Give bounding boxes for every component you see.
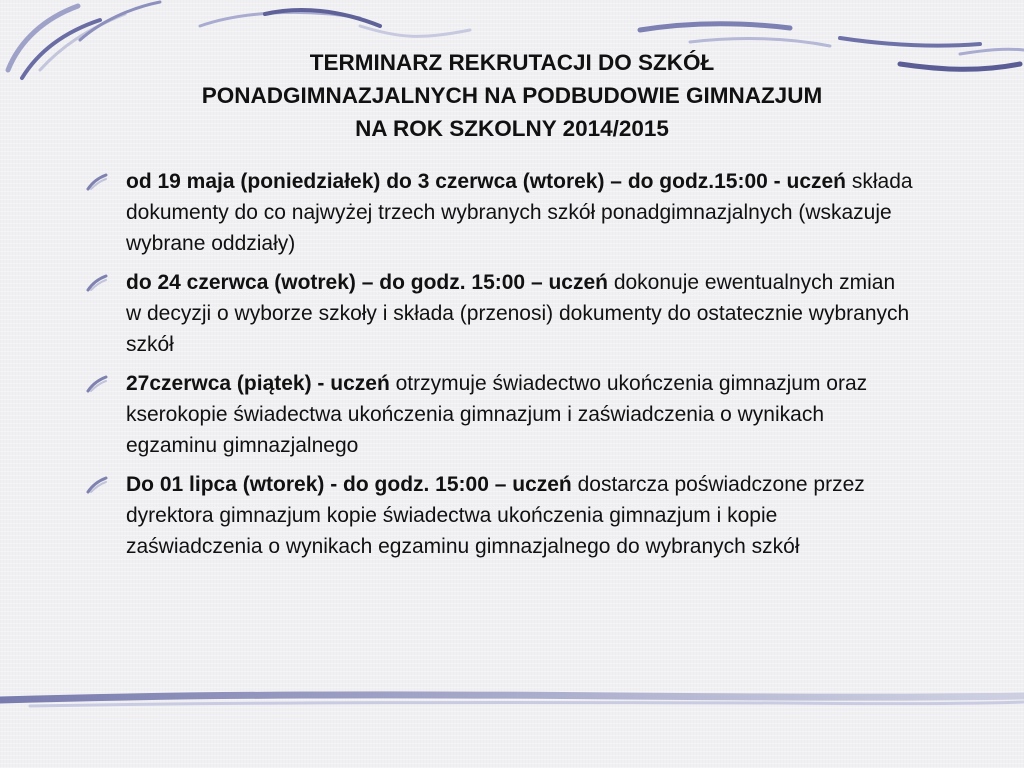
- slide-title: [90, 46, 934, 145]
- brush-stroke-icon: [86, 173, 108, 191]
- brush-stroke-icon: [86, 476, 108, 494]
- bullet-item: [86, 166, 916, 259]
- bullet-bold-text: 27czerwca (piątek) - uczeń: [126, 372, 390, 395]
- bullet-bold-text: od 19 maja (poniedziałek) do 3 czerwca (wtorek) – do godz.15:00 - uczeń: [126, 170, 847, 193]
- bullet-text: dokonuje ewentualnych zmian w decyzji o wyborze szkoły i składa (przenosi) dokumenty do ostatecznie wybranych szkół: [126, 271, 910, 356]
- bullet-list: [86, 166, 916, 570]
- bullet-text: dostarcza poświadczone przez dyrektora gimnazjum kopie świadectwa ukończenia gimnazjum i kopie zaświadczenia o wynikach egzaminu gimnazjalnego do wybranych szkół: [126, 473, 865, 558]
- title-line: PONADGIMNAZJALNYCH NA PODBUDOWIE GIMNAZJUM: [201, 83, 823, 108]
- brush-stroke-icon: [86, 375, 108, 393]
- bullet-bold-text: Do 01 lipca (wtorek) - do godz. 15:00 – uczeń: [126, 473, 572, 496]
- brush-stroke-icon: [86, 274, 108, 292]
- bullet-item: [86, 469, 916, 562]
- bullet-text: otrzymuje świadectwo ukończenia gimnazjum oraz kserokopie świadectwa ukończenia gimnazjum i zaświadczenia o wynikach egzaminu gimnazjalnego: [126, 372, 868, 457]
- title-line: TERMINARZ REKRUTACJI DO SZKÓŁ: [309, 50, 715, 75]
- bullet-item: [86, 368, 916, 461]
- bullet-text: składa dokumenty do co najwyżej trzech wybranych szkół ponadgimnazjalnych (wskazuje wybrane oddziały): [126, 170, 913, 255]
- bullet-item: [86, 267, 916, 360]
- title-line: NA ROK SZKOLNY 2014/2015: [355, 116, 669, 141]
- bullet-bold-text: do 24 czerwca (wotrek) – do godz. 15:00 – uczeń: [126, 271, 608, 294]
